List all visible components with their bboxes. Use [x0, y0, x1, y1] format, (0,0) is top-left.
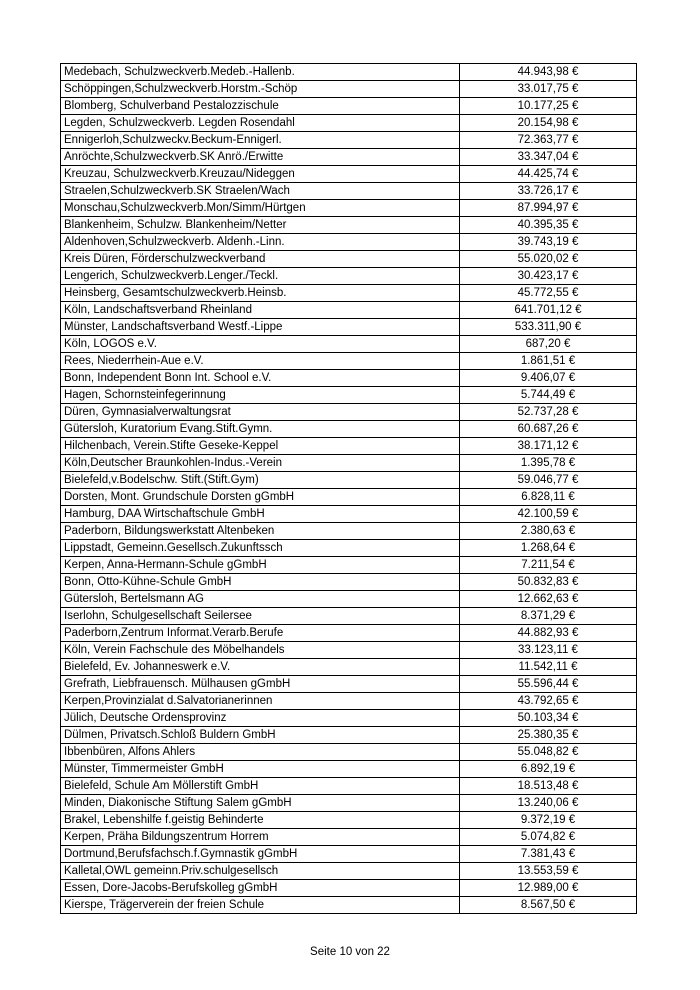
table-row — [61, 744, 637, 761]
funding-table-body — [61, 64, 637, 914]
amount-cell: 52.737,28 € — [460, 404, 637, 421]
recipient-name-cell: Minden, Diakonische Stiftung Salem gGmbH — [61, 795, 460, 812]
recipient-name-cell: Hamburg, DAA Wirtschaftschule GmbH — [61, 506, 460, 523]
table-row — [61, 523, 637, 540]
amount-cell: 2.380,63 € — [460, 523, 637, 540]
table-row — [61, 132, 637, 149]
table-row — [61, 591, 637, 608]
amount-cell: 33.017,75 € — [460, 81, 637, 98]
amount-cell: 7.381,43 € — [460, 846, 637, 863]
recipient-name-cell: Lengerich, Schulzweckverb.Lenger./Teckl. — [61, 268, 460, 285]
table-row — [61, 489, 637, 506]
amount-cell: 5.744,49 € — [460, 387, 637, 404]
amount-cell: 87.994,97 € — [460, 200, 637, 217]
recipient-name-cell: Kreuzau, Schulzweckverb.Kreuzau/Nideggen — [61, 166, 460, 183]
recipient-name-cell: Köln, LOGOS e.V. — [61, 336, 460, 353]
amount-cell: 5.074,82 € — [460, 829, 637, 846]
amount-cell: 40.395,35 € — [460, 217, 637, 234]
recipient-name-cell: Kerpen,Provinzialat d.Salvatorianerinnen — [61, 693, 460, 710]
table-row — [61, 149, 637, 166]
recipient-name-cell: Legden, Schulzweckverb. Legden Rosendahl — [61, 115, 460, 132]
recipient-name-cell: Hagen, Schornsteinfegerinnung — [61, 387, 460, 404]
table-row — [61, 778, 637, 795]
table-row — [61, 387, 637, 404]
amount-cell: 1.268,64 € — [460, 540, 637, 557]
amount-cell: 59.046,77 € — [460, 472, 637, 489]
recipient-name-cell: Lippstadt, Gemeinn.Gesellsch.Zukunftssch — [61, 540, 460, 557]
amount-cell: 8.567,50 € — [460, 897, 637, 914]
recipient-name-cell: Ibbenbüren, Alfons Ahlers — [61, 744, 460, 761]
amount-cell: 10.177,25 € — [460, 98, 637, 115]
recipient-name-cell: Straelen,Schulzweckverb.SK Straelen/Wach — [61, 183, 460, 200]
amount-cell: 13.553,59 € — [460, 863, 637, 880]
amount-cell: 60.687,26 € — [460, 421, 637, 438]
table-row — [61, 897, 637, 914]
amount-cell: 8.371,29 € — [460, 608, 637, 625]
table-row — [61, 336, 637, 353]
table-row — [61, 880, 637, 897]
recipient-name-cell: Schöppingen,Schulzweckverb.Horstm.-Schöp — [61, 81, 460, 98]
recipient-name-cell: Jülich, Deutsche Ordensprovinz — [61, 710, 460, 727]
table-row — [61, 642, 637, 659]
table-row — [61, 285, 637, 302]
table-row — [61, 268, 637, 285]
table-row — [61, 404, 637, 421]
table-row — [61, 183, 637, 200]
funding-table — [60, 63, 637, 914]
amount-cell: 44.425,74 € — [460, 166, 637, 183]
recipient-name-cell: Köln, Landschaftsverband Rheinland — [61, 302, 460, 319]
table-row — [61, 557, 637, 574]
amount-cell: 39.743,19 € — [460, 234, 637, 251]
recipient-name-cell: Grefrath, Liebfrauensch. Mülhausen gGmbH — [61, 676, 460, 693]
amount-cell: 55.048,82 € — [460, 744, 637, 761]
recipient-name-cell: Heinsberg, Gesamtschulzweckverb.Heinsb. — [61, 285, 460, 302]
amount-cell: 11.542,11 € — [460, 659, 637, 676]
recipient-name-cell: Bielefeld, Schule Am Möllerstift GmbH — [61, 778, 460, 795]
recipient-name-cell: Dülmen, Privatsch.Schloß Buldern GmbH — [61, 727, 460, 744]
amount-cell: 33.123,11 € — [460, 642, 637, 659]
recipient-name-cell: Köln, Verein Fachschule des Möbelhandels — [61, 642, 460, 659]
recipient-name-cell: Aldenhoven,Schulzweckverb. Aldenh.-Linn. — [61, 234, 460, 251]
amount-cell: 12.662,63 € — [460, 591, 637, 608]
table-row — [61, 234, 637, 251]
table-row — [61, 693, 637, 710]
table-row — [61, 217, 637, 234]
recipient-name-cell: Münster, Landschaftsverband Westf.-Lippe — [61, 319, 460, 336]
table-row — [61, 251, 637, 268]
recipient-name-cell: Iserlohn, Schulgesellschaft Seilersee — [61, 608, 460, 625]
recipient-name-cell: Gütersloh, Kuratorium Evang.Stift.Gymn. — [61, 421, 460, 438]
table-row — [61, 812, 637, 829]
table-row — [61, 795, 637, 812]
recipient-name-cell: Bielefeld, Ev. Johanneswerk e.V. — [61, 659, 460, 676]
amount-cell: 18.513,48 € — [460, 778, 637, 795]
recipient-name-cell: Blankenheim, Schulzw. Blankenheim/Netter — [61, 217, 460, 234]
amount-cell: 45.772,55 € — [460, 285, 637, 302]
table-row — [61, 64, 637, 81]
table-row — [61, 302, 637, 319]
amount-cell: 55.596,44 € — [460, 676, 637, 693]
table-row — [61, 200, 637, 217]
recipient-name-cell: Kalletal,OWL gemeinn.Priv.schulgesellsch — [61, 863, 460, 880]
amount-cell: 50.103,34 € — [460, 710, 637, 727]
amount-cell: 50.832,83 € — [460, 574, 637, 591]
table-row — [61, 625, 637, 642]
amount-cell: 20.154,98 € — [460, 115, 637, 132]
table-row — [61, 608, 637, 625]
recipient-name-cell: Rees, Niederrhein-Aue e.V. — [61, 353, 460, 370]
table-row — [61, 574, 637, 591]
recipient-name-cell: Ennigerloh,Schulzweckv.Beckum-Ennigerl. — [61, 132, 460, 149]
table-row — [61, 727, 637, 744]
table-row — [61, 370, 637, 387]
amount-cell: 9.406,07 € — [460, 370, 637, 387]
recipient-name-cell: Essen, Dore-Jacobs-Berufskolleg gGmbH — [61, 880, 460, 897]
recipient-name-cell: Kerpen, Anna-Hermann-Schule gGmbH — [61, 557, 460, 574]
recipient-name-cell: Gütersloh, Bertelsmann AG — [61, 591, 460, 608]
table-row — [61, 319, 637, 336]
recipient-name-cell: Bonn, Independent Bonn Int. School e.V. — [61, 370, 460, 387]
amount-cell: 1.861,51 € — [460, 353, 637, 370]
amount-cell: 38.171,12 € — [460, 438, 637, 455]
amount-cell: 25.380,35 € — [460, 727, 637, 744]
table-row — [61, 846, 637, 863]
table-row — [61, 455, 637, 472]
recipient-name-cell: Hilchenbach, Verein.Stifte Geseke-Keppel — [61, 438, 460, 455]
amount-cell: 33.347,04 € — [460, 149, 637, 166]
table-row — [61, 472, 637, 489]
amount-cell: 1.395,78 € — [460, 455, 637, 472]
table-row — [61, 676, 637, 693]
recipient-name-cell: Köln,Deutscher Braunkohlen-Indus.-Verein — [61, 455, 460, 472]
recipient-name-cell: Medebach, Schulzweckverb.Medeb.-Hallenb. — [61, 64, 460, 81]
table-row — [61, 761, 637, 778]
recipient-name-cell: Münster, Timmermeister GmbH — [61, 761, 460, 778]
amount-cell: 42.100,59 € — [460, 506, 637, 523]
amount-cell: 533.311,90 € — [460, 319, 637, 336]
recipient-name-cell: Düren, Gymnasialverwaltungsrat — [61, 404, 460, 421]
recipient-name-cell: Monschau,Schulzweckverb.Mon/Simm/Hürtgen — [61, 200, 460, 217]
recipient-name-cell: Dortmund,Berufsfachsch.f.Gymnastik gGmbH — [61, 846, 460, 863]
table-row — [61, 115, 637, 132]
recipient-name-cell: Bielefeld,v.Bodelschw. Stift.(Stift.Gym) — [61, 472, 460, 489]
amount-cell: 641.701,12 € — [460, 302, 637, 319]
amount-cell: 13.240,06 € — [460, 795, 637, 812]
table-row — [61, 81, 637, 98]
amount-cell: 44.882,93 € — [460, 625, 637, 642]
amount-cell: 44.943,98 € — [460, 64, 637, 81]
amount-cell: 72.363,77 € — [460, 132, 637, 149]
amount-cell: 687,20 € — [460, 336, 637, 353]
amount-cell: 6.828,11 € — [460, 489, 637, 506]
page-number: Seite 10 von 22 — [310, 946, 390, 958]
table-row — [61, 829, 637, 846]
table-row — [61, 710, 637, 727]
recipient-name-cell: Paderborn,Zentrum Informat.Verarb.Berufe — [61, 625, 460, 642]
amount-cell: 12.989,00 € — [460, 880, 637, 897]
recipient-name-cell: Kreis Düren, Förderschulzweckverband — [61, 251, 460, 268]
recipient-name-cell: Kerpen, Präha Bildungszentrum Horrem — [61, 829, 460, 846]
table-row — [61, 863, 637, 880]
recipient-name-cell: Brakel, Lebenshilfe f.geistig Behinderte — [61, 812, 460, 829]
table-row — [61, 421, 637, 438]
recipient-name-cell: Paderborn, Bildungswerkstatt Altenbeken — [61, 523, 460, 540]
amount-cell: 30.423,17 € — [460, 268, 637, 285]
recipient-name-cell: Anröchte,Schulzweckverb.SK Anrö./Erwitte — [61, 149, 460, 166]
table-row — [61, 540, 637, 557]
table-row — [61, 353, 637, 370]
table-row — [61, 98, 637, 115]
table-row — [61, 166, 637, 183]
table-row — [61, 438, 637, 455]
amount-cell: 55.020,02 € — [460, 251, 637, 268]
recipient-name-cell: Blomberg, Schulverband Pestalozzischule — [61, 98, 460, 115]
amount-cell: 9.372,19 € — [460, 812, 637, 829]
table-row — [61, 506, 637, 523]
amount-cell: 7.211,54 € — [460, 557, 637, 574]
amount-cell: 43.792,65 € — [460, 693, 637, 710]
table-row — [61, 659, 637, 676]
recipient-name-cell: Kierspe, Trägerverein der freien Schule — [61, 897, 460, 914]
amount-cell: 33.726,17 € — [460, 183, 637, 200]
recipient-name-cell: Dorsten, Mont. Grundschule Dorsten gGmbH — [61, 489, 460, 506]
amount-cell: 6.892,19 € — [460, 761, 637, 778]
recipient-name-cell: Bonn, Otto-Kühne-Schule GmbH — [61, 574, 460, 591]
